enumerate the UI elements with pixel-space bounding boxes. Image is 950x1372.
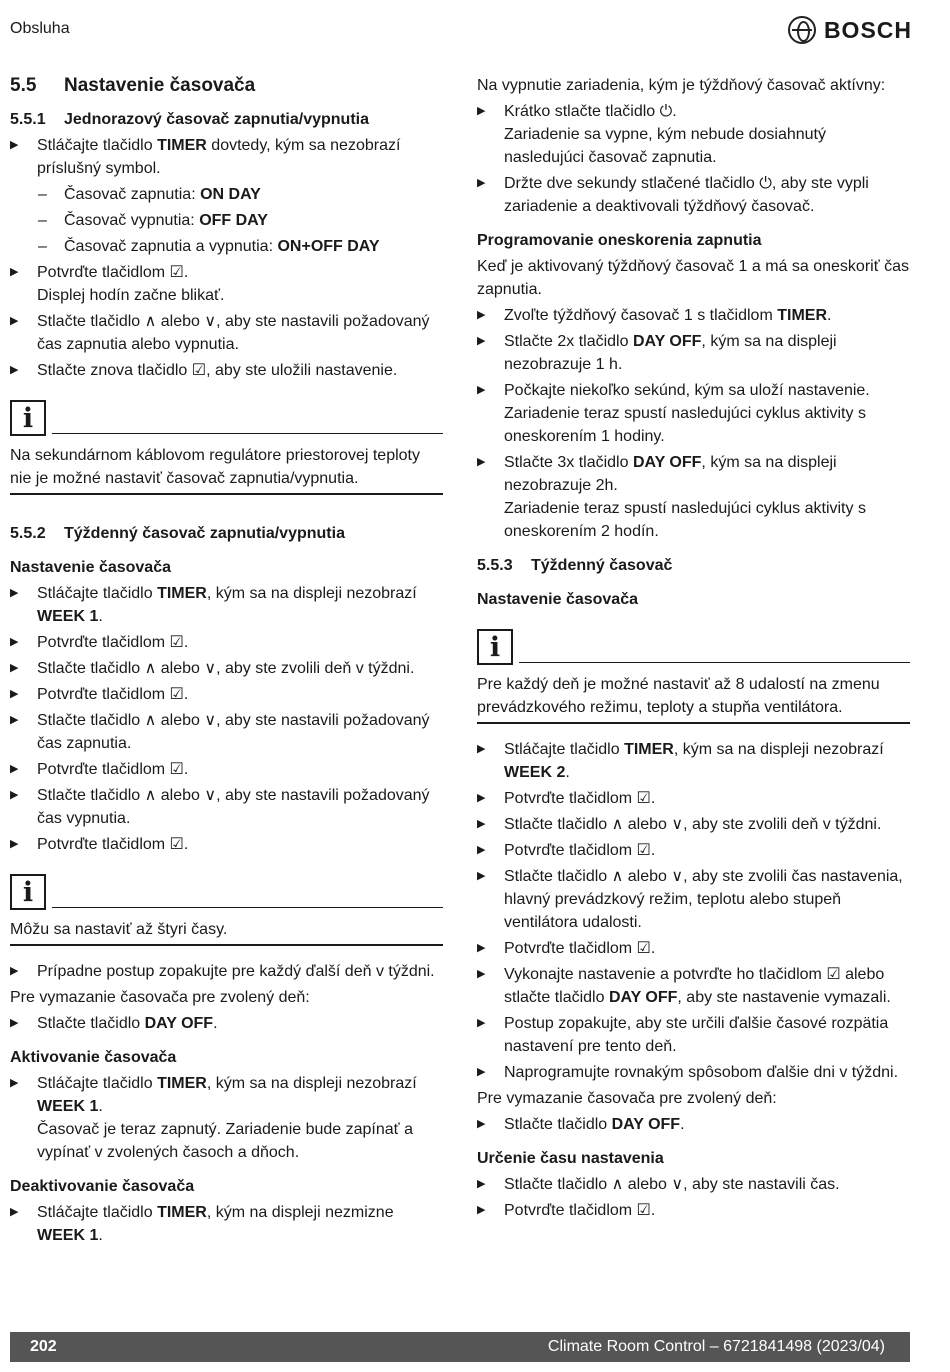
page-footer: [10, 1332, 910, 1362]
step-list: [10, 1012, 443, 1035]
list-item: ▶ Stlačte tlačidlo ∧ alebo ∨, aby ste zvolili deň v týždni.: [477, 813, 910, 836]
page-number: 202: [30, 1338, 57, 1355]
step-list: [477, 1113, 910, 1136]
section-heading-5-5-2: 5.5.2 Týždenný časovač zapnutia/vypnutia: [10, 525, 345, 542]
list-item: ▶ Stláčajte tlačidlo TIMER, kým sa na displeji nezobrazí WEEK 1.: [10, 582, 443, 628]
step-list: [477, 1173, 910, 1222]
list-item: – Časovač zapnutia: ON DAY: [10, 183, 443, 206]
list-item: ▶ Naprogramujte rovnakým spôsobom ďalšie dni v týždni.: [477, 1061, 910, 1084]
note-text: Na sekundárnom káblovom regulátore priestorovej teploty nie je možné nastaviť časovač zapnutia/vypnutia.: [10, 436, 443, 495]
list-item: ▶ Stlačte tlačidlo ∧ alebo ∨, aby ste nastavili požadovaný čas zapnutia alebo vypnutia.: [10, 310, 443, 356]
section-heading-5-5: 5.5 Nastavenie časovača: [10, 75, 256, 96]
list-item: ▶ Stlačte 2x tlačidlo DAY OFF, kým sa na displeji nezobrazuje 1 h.: [477, 330, 910, 376]
list-item: ▶ Držte dve sekundy stlačené tlačidlo ⏻, aby ste vypli zariadenie a deaktivovali týždňový časovač.: [477, 172, 910, 218]
step-list: [10, 582, 443, 856]
list-item: ▶ Stláčajte tlačidlo TIMER, kým sa na displeji nezobrazí WEEK 1. Časovač je teraz zapnutý. Zariadenie bude zapínať a vypínať v zvolených časoch a dňoch.: [10, 1072, 443, 1164]
step-list: [10, 1201, 443, 1247]
list-item: ▶ Potvrďte tlačidlom ☑. Displej hodín začne blikať.: [10, 261, 443, 307]
right-column: [477, 74, 910, 1225]
list-item: ▶ Stlačte tlačidlo DAY OFF.: [10, 1012, 443, 1035]
note-text: Pre každý deň je možné nastaviť až 8 udalostí na zmenu prevádzkového režimu, teploty a stupňa ventilátora.: [477, 665, 910, 724]
list-item: ▶ Potvrďte tlačidlom ☑.: [10, 683, 443, 706]
running-header: Obsluha: [10, 20, 70, 37]
paragraph: Pre vymazanie časovača pre zvolený deň:: [10, 989, 310, 1006]
info-note: [477, 623, 910, 724]
list-item: ▶ Stlačte tlačidlo ∧ alebo ∨, aby ste nastavili požadovaný čas zapnutia.: [10, 709, 443, 755]
info-icon: i: [10, 400, 46, 436]
list-item: ▶ Stlačte tlačidlo ∧ alebo ∨, aby ste zvolili deň v týždni.: [10, 657, 443, 680]
paragraph: Keď je aktivovaný týždňový časovač 1 a má sa oneskoriť čas zapnutia.: [477, 258, 910, 298]
list-item: ▶ Potvrďte tlačidlom ☑.: [477, 839, 910, 862]
brand-name: BOSCH: [823, 16, 912, 43]
subheading: Určenie času nastavenia: [477, 1150, 664, 1167]
subheading: Nastavenie časovača: [477, 591, 638, 608]
list-item: ▶ Stláčajte tlačidlo TIMER, kým sa na displeji nezobrazí WEEK 2.: [477, 738, 910, 784]
note-text: Môžu sa nastaviť až štyri časy.: [10, 910, 443, 946]
bosch-armature-icon: [788, 16, 816, 44]
list-item: ▶ Stlačte tlačidlo ∧ alebo ∨, aby ste nastavili čas.: [477, 1173, 910, 1196]
list-item: ▶ Potvrďte tlačidlom ☑.: [10, 833, 443, 856]
list-item: ▶ Stláčajte tlačidlo TIMER dovtedy, kým sa nezobrazí príslušný symbol.: [10, 134, 443, 180]
brand-logo: [788, 16, 912, 44]
list-item: ▶ Stlačte znova tlačidlo ☑, aby ste uložili nastavenie.: [10, 359, 443, 382]
list-item: – Časovač vypnutia: OFF DAY: [10, 209, 443, 232]
paragraph: Pre vymazanie časovača pre zvolený deň:: [477, 1090, 777, 1107]
list-item: ▶ Postup zopakujte, aby ste určili ďalšie časové rozpätia nastavení pre tento deň.: [477, 1012, 910, 1058]
left-column: [10, 74, 443, 1250]
paragraph: Na vypnutie zariadenia, kým je týždňový časovač aktívny:: [477, 77, 886, 94]
list-item: ▶ Krátko stlačte tlačidlo ⏻. Zariadenie sa vypne, kým nebude dosiahnutý nasledujúci časovač zapnutia.: [477, 100, 910, 169]
list-item: – Časovač zapnutia a vypnutia: ON+OFF DAY: [10, 235, 443, 258]
subheading: Nastavenie časovača: [10, 559, 171, 576]
info-icon: i: [477, 629, 513, 665]
list-item: ▶ Potvrďte tlačidlom ☑.: [477, 787, 910, 810]
step-list: [10, 960, 443, 983]
step-list: [477, 738, 910, 1084]
subheading: Programovanie oneskorenia zapnutia: [477, 232, 762, 249]
subheading: Deaktivovanie časovača: [10, 1178, 195, 1195]
list-item: ▶ Zvoľte týždňový časovač 1 s tlačidlom TIMER.: [477, 304, 910, 327]
list-item: ▶ Potvrďte tlačidlom ☑.: [10, 631, 443, 654]
info-note: [10, 394, 443, 495]
list-item: ▶ Počkajte niekoľko sekúnd, kým sa uloží nastavenie. Zariadenie teraz spustí nasledujúci cyklus aktivity s oneskorením 1 hodiny.: [477, 379, 910, 448]
document-reference: Climate Room Control – 6721841498 (2023/04): [547, 1338, 885, 1355]
section-heading-5-5-3: 5.5.3 Týždenný časovač: [477, 557, 673, 574]
subheading: Aktivovanie časovača: [10, 1049, 177, 1066]
step-list: [477, 304, 910, 543]
list-item: ▶ Stlačte tlačidlo DAY OFF.: [477, 1113, 910, 1136]
list-item: ▶ Potvrďte tlačidlom ☑.: [477, 1199, 910, 1222]
list-item: ▶ Stlačte tlačidlo ∧ alebo ∨, aby ste zvolili čas nastavenia, hlavný prevádzkový režim, teplotu alebo stupeň ventilátora udalosti.: [477, 865, 910, 934]
list-item: ▶ Stlačte tlačidlo ∧ alebo ∨, aby ste nastavili požadovaný čas vypnutia.: [10, 784, 443, 830]
step-list: [10, 134, 443, 382]
list-item: ▶ Stláčajte tlačidlo TIMER, kým na displeji nezmizne WEEK 1.: [10, 1201, 443, 1247]
step-list: [477, 100, 910, 218]
list-item: ▶ Stlačte 3x tlačidlo DAY OFF, kým sa na displeji nezobrazuje 2h. Zariadenie teraz spustí nasledujúci cyklus aktivity s oneskorením 2 hodín.: [477, 451, 910, 543]
info-icon: i: [10, 874, 46, 910]
info-note: [10, 868, 443, 946]
list-item: ▶ Potvrďte tlačidlom ☑.: [477, 937, 910, 960]
list-item: ▶ Vykonajte nastavenie a potvrďte ho tlačidlom ☑ alebo stlačte tlačidlo DAY OFF, aby ste nastavenie vymazali.: [477, 963, 910, 1009]
list-item: ▶ Prípadne postup zopakujte pre každý ďalší deň v týždni.: [10, 960, 443, 983]
step-list: [10, 1072, 443, 1164]
list-item: ▶ Potvrďte tlačidlom ☑.: [10, 758, 443, 781]
section-heading-5-5-1: 5.5.1 Jednorazový časovač zapnutia/vypnutia: [10, 111, 369, 128]
